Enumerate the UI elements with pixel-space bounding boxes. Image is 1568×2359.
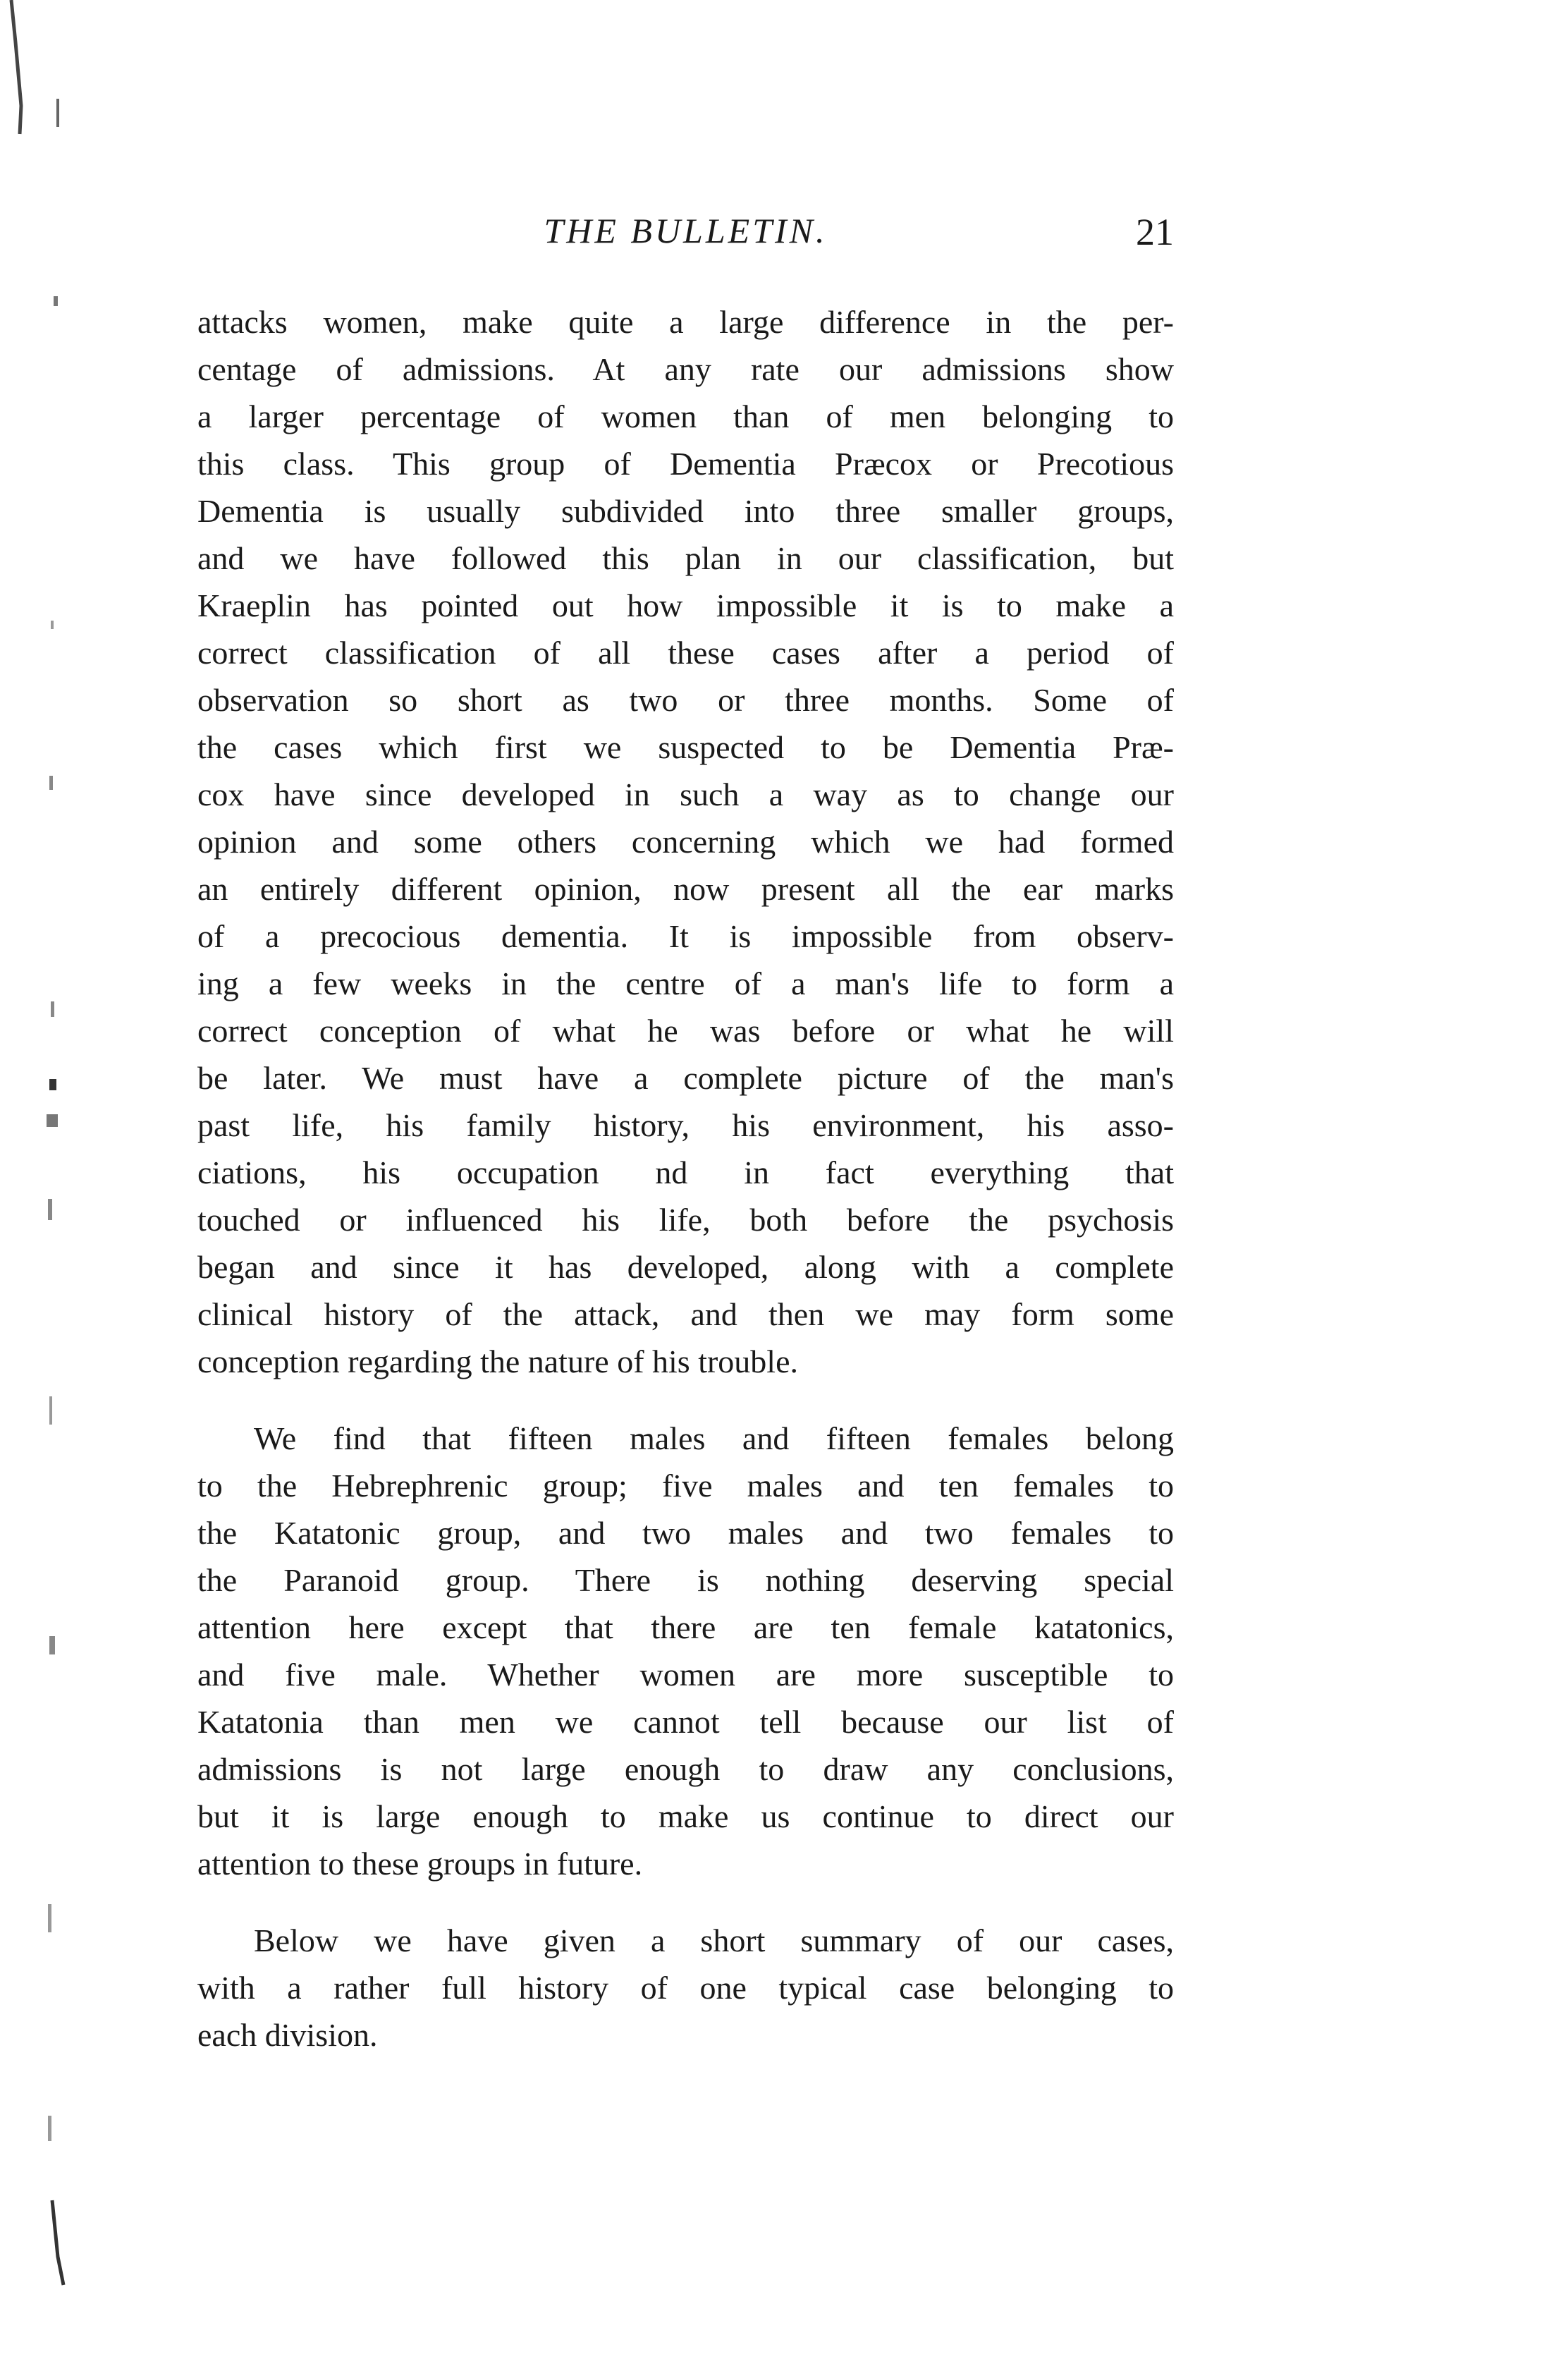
text-line: of a precocious dementia. It is impossible from observ- (197, 918, 1174, 954)
text-line: the Paranoid group. There is nothing deserving special (197, 1562, 1174, 1598)
binding-edge-mark (51, 1001, 54, 1017)
text-line: observation so short as two or three months. Some of (197, 682, 1174, 718)
text-line: We find that fifteen males and fifteen females belong (254, 1420, 1174, 1456)
binding-edge-mark (49, 1079, 56, 1090)
text-line: and five male. Whether women are more susceptible to (197, 1657, 1174, 1693)
binding-edge-mark (49, 1636, 55, 1654)
running-head (197, 210, 1174, 267)
paragraph (197, 298, 1174, 1385)
text-line: to the Hebrephrenic group; five males and ten females to (197, 1468, 1174, 1504)
text-line: each division. (197, 2017, 378, 2053)
body-text (197, 298, 1174, 2059)
text-line: and we have followed this plan in our classification, but (197, 540, 1174, 576)
text-line: conception regarding the nature of his trouble. (197, 1343, 798, 1379)
text-line: an entirely different opinion, now present all the ear marks (197, 871, 1174, 907)
text-line: ing a few weeks in the centre of a man's life to form a (197, 965, 1174, 1001)
binding-edge-mark (51, 621, 54, 629)
binding-edge-mark (49, 776, 53, 790)
page-number: 21 (1136, 211, 1174, 253)
paragraph (197, 1415, 1174, 1887)
text-line: ciations, his occupation nd in fact everything that (197, 1154, 1174, 1190)
text-line: admissions is not large enough to draw any conclusions, (197, 1751, 1174, 1787)
text-line: but it is large enough to make us continue to direct our (197, 1798, 1174, 1834)
binding-edge-mark (52, 2200, 63, 2285)
binding-edge-mark (47, 1114, 58, 1127)
running-title: THE BULLETIN. (544, 211, 828, 250)
binding-edge-mark (54, 296, 58, 306)
text-line: touched or influenced his life, both before the psychosis (197, 1202, 1174, 1238)
text-line: Below we have given a short summary of our cases, (254, 1922, 1174, 1958)
binding-edge-mark (56, 99, 59, 127)
text-line: Dementia is usually subdivided into three smaller groups, (197, 493, 1174, 529)
binding-edge-mark (49, 1396, 52, 1425)
text-line: the Katatonic group, and two males and two females to (197, 1515, 1174, 1551)
text-line: with a rather full history of one typical case belonging to (197, 1970, 1174, 2006)
text-line: attacks women, make quite a large difference in the per- (197, 304, 1174, 340)
text-line: this class. This group of Dementia Præcox or Precotious (197, 446, 1174, 482)
text-line: centage of admissions. At any rate our admissions show (197, 351, 1174, 387)
text-line: correct classification of all these cases after a period of (197, 635, 1174, 671)
paragraph-gap (197, 1887, 1174, 1917)
text-line: correct conception of what he was before or what he will (197, 1013, 1174, 1049)
binding-edge-mark (48, 1904, 51, 1932)
text-line: attention here except that there are ten female katatonics, (197, 1609, 1174, 1645)
text-line: the cases which first we suspected to be Dementia Præ- (197, 729, 1174, 765)
paragraph-gap (197, 1385, 1174, 1415)
text-line: attention to these groups in future. (197, 1846, 643, 1882)
binding-edge-mark (48, 1199, 52, 1220)
text-line: cox have since developed in such a way as to change our (197, 776, 1174, 812)
binding-edge-mark (48, 2116, 51, 2141)
text-line: Katatonia than men we cannot tell because our list of (197, 1704, 1174, 1740)
text-line: past life, his family history, his environment, his asso- (197, 1107, 1174, 1143)
text-line: clinical history of the attack, and then we may form some (197, 1296, 1174, 1332)
binding-edge-specks (0, 0, 99, 2359)
text-line: a larger percentage of women than of men belonging to (197, 398, 1174, 434)
text-line: be later. We must have a complete picture of the man's (197, 1060, 1174, 1096)
binding-edge-mark (11, 0, 21, 134)
paragraph (197, 1917, 1174, 2059)
text-line: opinion and some others concerning which we had formed (197, 824, 1174, 860)
text-line: began and since it has developed, along with a complete (197, 1249, 1174, 1285)
text-line: Kraeplin has pointed out how impossible it is to make a (197, 587, 1174, 623)
